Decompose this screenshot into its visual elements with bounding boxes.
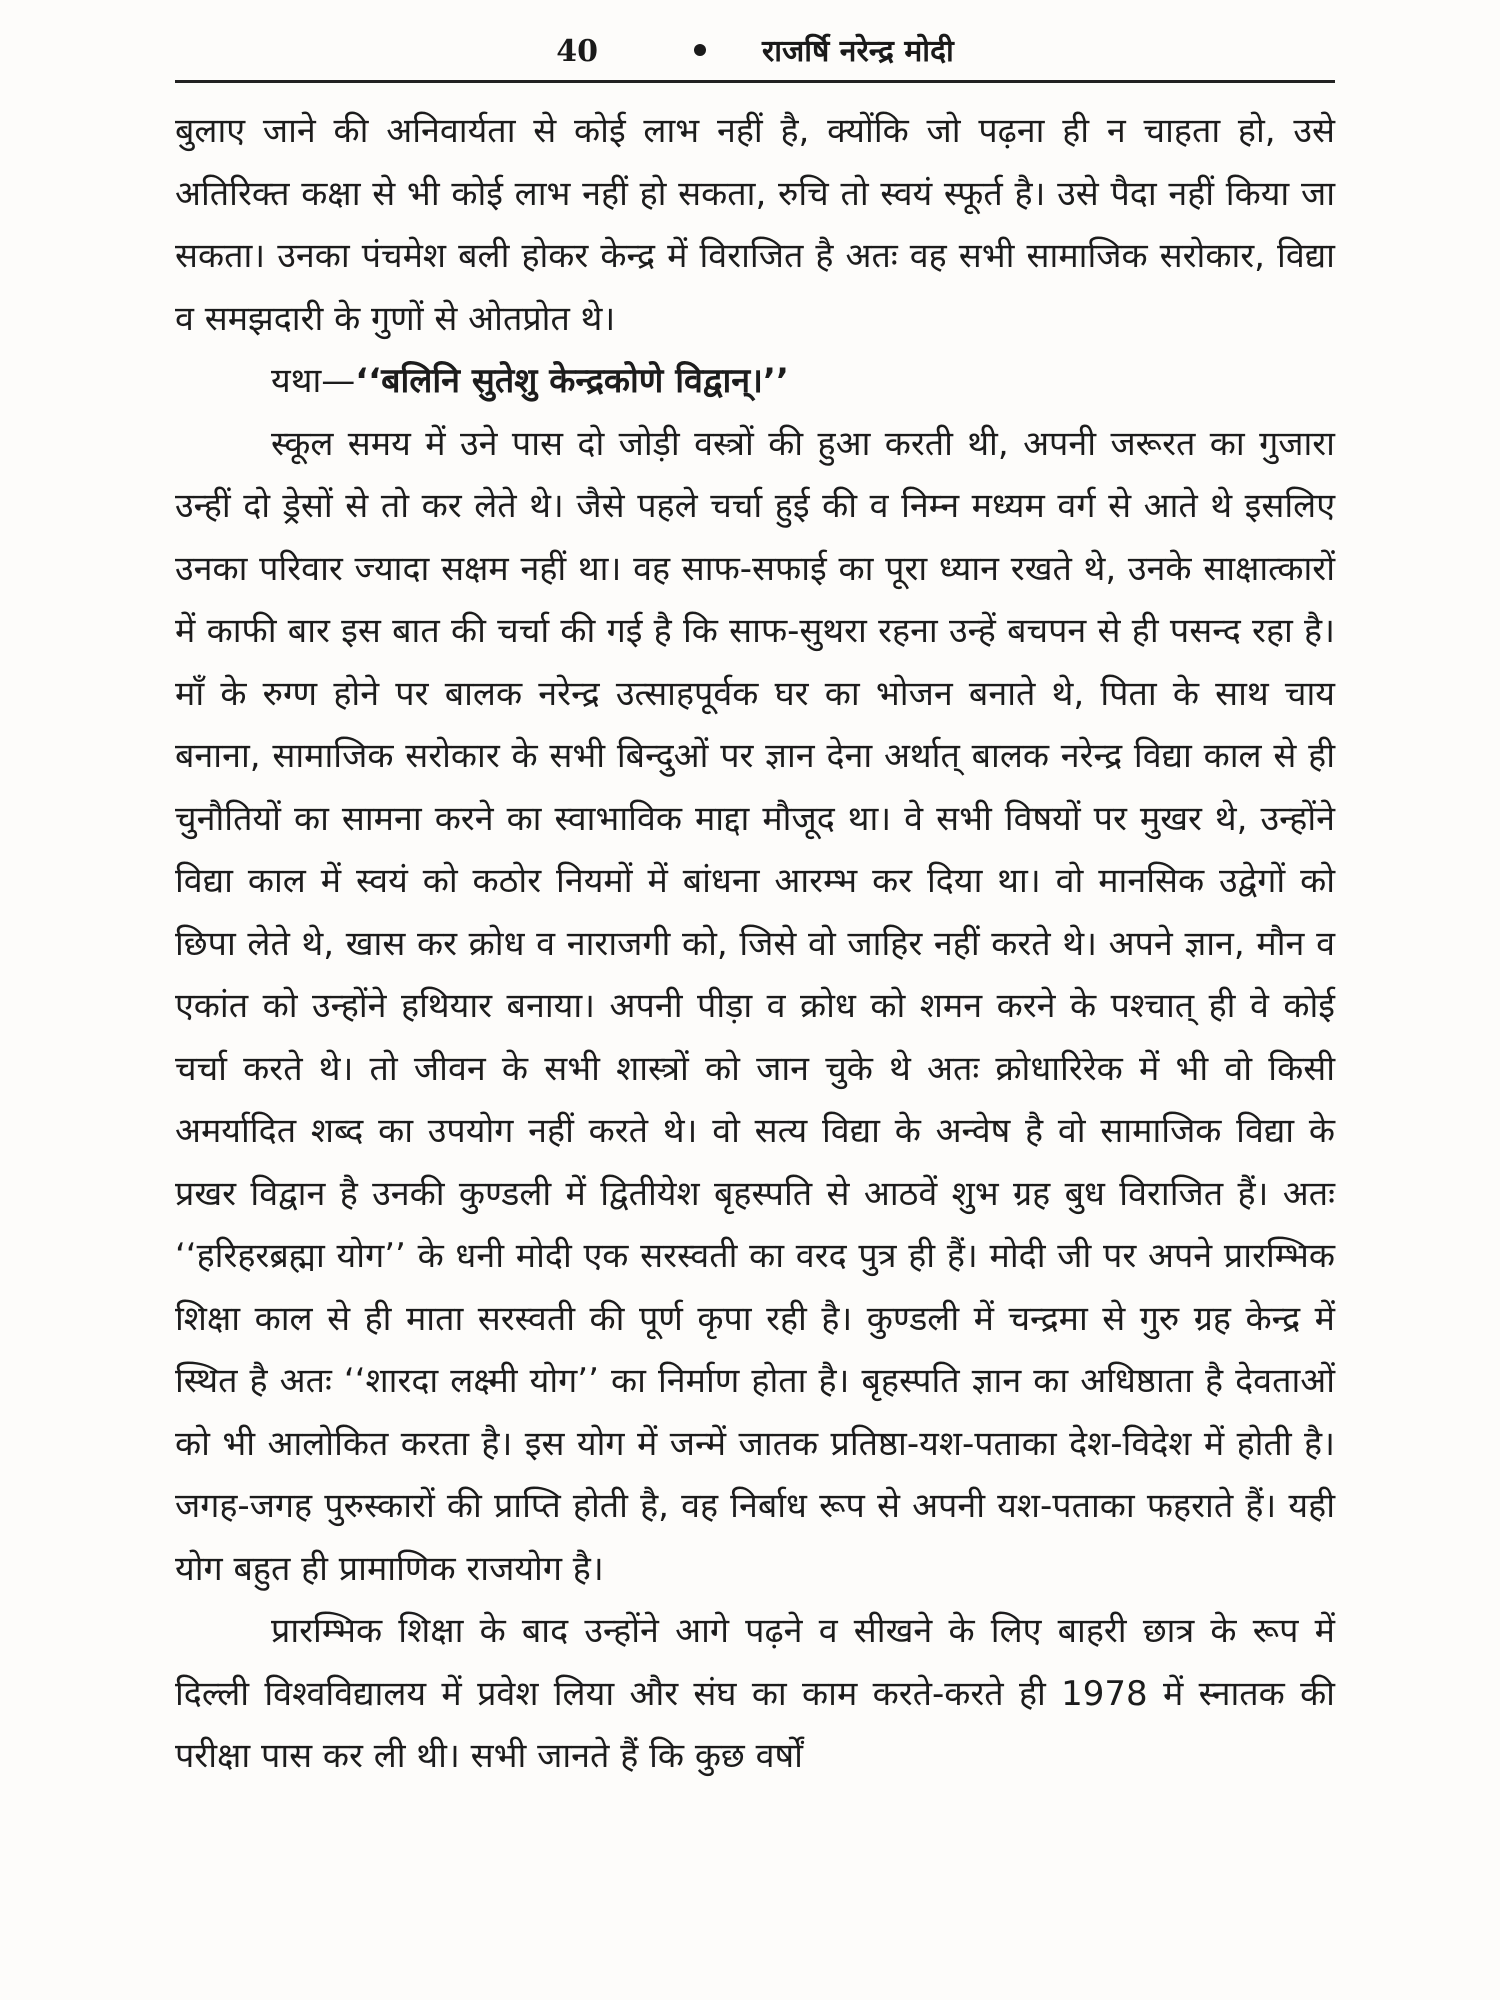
paragraph-3: प्रारम्भिक शिक्षा के बाद उन्होंने आगे पढ़ने व सीखने के लिए बाहरी छात्र के रूप में दिल्ली विश्वविद्यालय में प्रवेश लिया और संघ का काम करते-करते ही 1978 में स्नातक की परीक्षा पास कर ली थी। सभी जानते हैं कि कुछ वर्षों	[175, 1611, 1335, 1776]
paragraph-1: बुलाए जाने की अनिवार्यता से कोई लाभ नहीं है, क्योंकि जो पढ़ना ही न चाहता हो, उसे अतिरिक्त कक्षा से भी कोई लाभ नहीं हो सकता, रुचि तो स्वयं स्फूर्त है। उसे पैदा नहीं किया जा सकता। उनका पंचमेश बली होकर केन्द्र में विराजित है अतः वह सभी सामाजिक सरोकार, विद्या व समझदारी के गुणों से ओतप्रोत थे।	[175, 111, 1335, 339]
header-bullet-icon	[694, 44, 706, 56]
sanskrit-quote	[175, 350, 1335, 413]
header-rule	[175, 80, 1335, 83]
paragraph-2: स्कूल समय में उने पास दो जोड़ी वस्त्रों की हुआ करती थी, अपनी जरूरत का गुजारा उन्हीं दो ड्रेसों से तो कर लेते थे। जैसे पहले चर्चा हुई की व निम्न मध्यम वर्ग से आते थे इसलिए उनका परिवार ज्यादा सक्षम नहीं था। वह साफ-सफाई का पूरा ध्यान रखते थे, उनके साक्षात्कारों में काफी बार इस बात की चर्चा की गई है कि साफ-सुथरा रहना उन्हें बचपन से ही पसन्द रहा है। माँ के रुग्ण होने पर बालक नरेन्द्र उत्साहपूर्वक घर का भोजन बनाते थे, पिता के साथ चाय बनाना, सामाजिक सरोकार के सभी बिन्दुओं पर ज्ञान देना अर्थात् बालक नरेन्द्र विद्या काल से ही चुनौतियों का सामना करने का स्वाभाविक माद्दा मौजूद था। वे सभी विषयों पर मुखर थे, उन्होंने विद्या काल में स्वयं को कठोर नियमों में बांधना आरम्भ कर दिया था। वो मानसिक उद्वेगों को छिपा लेते थे, खास कर क्रोध व नाराजगी को, जिसे वो जाहिर नहीं करते थे। अपने ज्ञान, मौन व एकांत को उन्होंने हथियार बनाया। अपनी पीड़ा व क्रोध को शमन करने के पश्चात् ही वे कोई चर्चा करते थे। तो जीवन के सभी शास्त्रों को जान चुके थे अतः क्रोधारिरेक में भी वो किसी अमर्यादित शब्द का उपयोग नहीं करते थे। वो सत्य विद्या के अन्वेष है वो सामाजिक विद्या के प्रखर विद्वान है उनकी कुण्डली में द्वितीयेश बृहस्पति से आठवें शुभ ग्रह बुध विराजित हैं। अतः ‘‘हरिहरब्रह्मा योग’’ के धनी मोदी एक सरस्वती का वरद पुत्र ही हैं। मोदी जी पर अपने प्रारम्भिक शिक्षा काल से ही माता सरस्वती की पूर्ण कृपा रही है। कुण्डली में चन्द्रमा से गुरु ग्रह केन्द्र में स्थित है अतः ‘‘शारदा लक्ष्मी योग’’ का निर्माण होता है। बृहस्पति ज्ञान का अधिष्ठाता है देवताओं को भी आलोकित करता है। इस योग में जन्में जातक प्रतिष्ठा-यश-पताका देश-विदेश में होती है। जगह-जगह पुरुस्कारों की प्राप्ति होती है, वह निर्बाध रूप से अपनी यश-पताका फहराते हैं। यही योग बहुत ही प्रामाणिक राजयोग है।	[175, 423, 1335, 1589]
page-number: 40	[556, 34, 598, 69]
running-header	[175, 26, 1335, 78]
quote-prefix: यथा—	[271, 361, 356, 401]
page-body	[175, 100, 1335, 1788]
book-title: राजर्षि नरेन्द्र मोदी	[761, 34, 954, 69]
quote-text: ‘‘बलिनि सुतेशु केन्द्रकोणे विद्वान्।’’	[355, 361, 789, 401]
